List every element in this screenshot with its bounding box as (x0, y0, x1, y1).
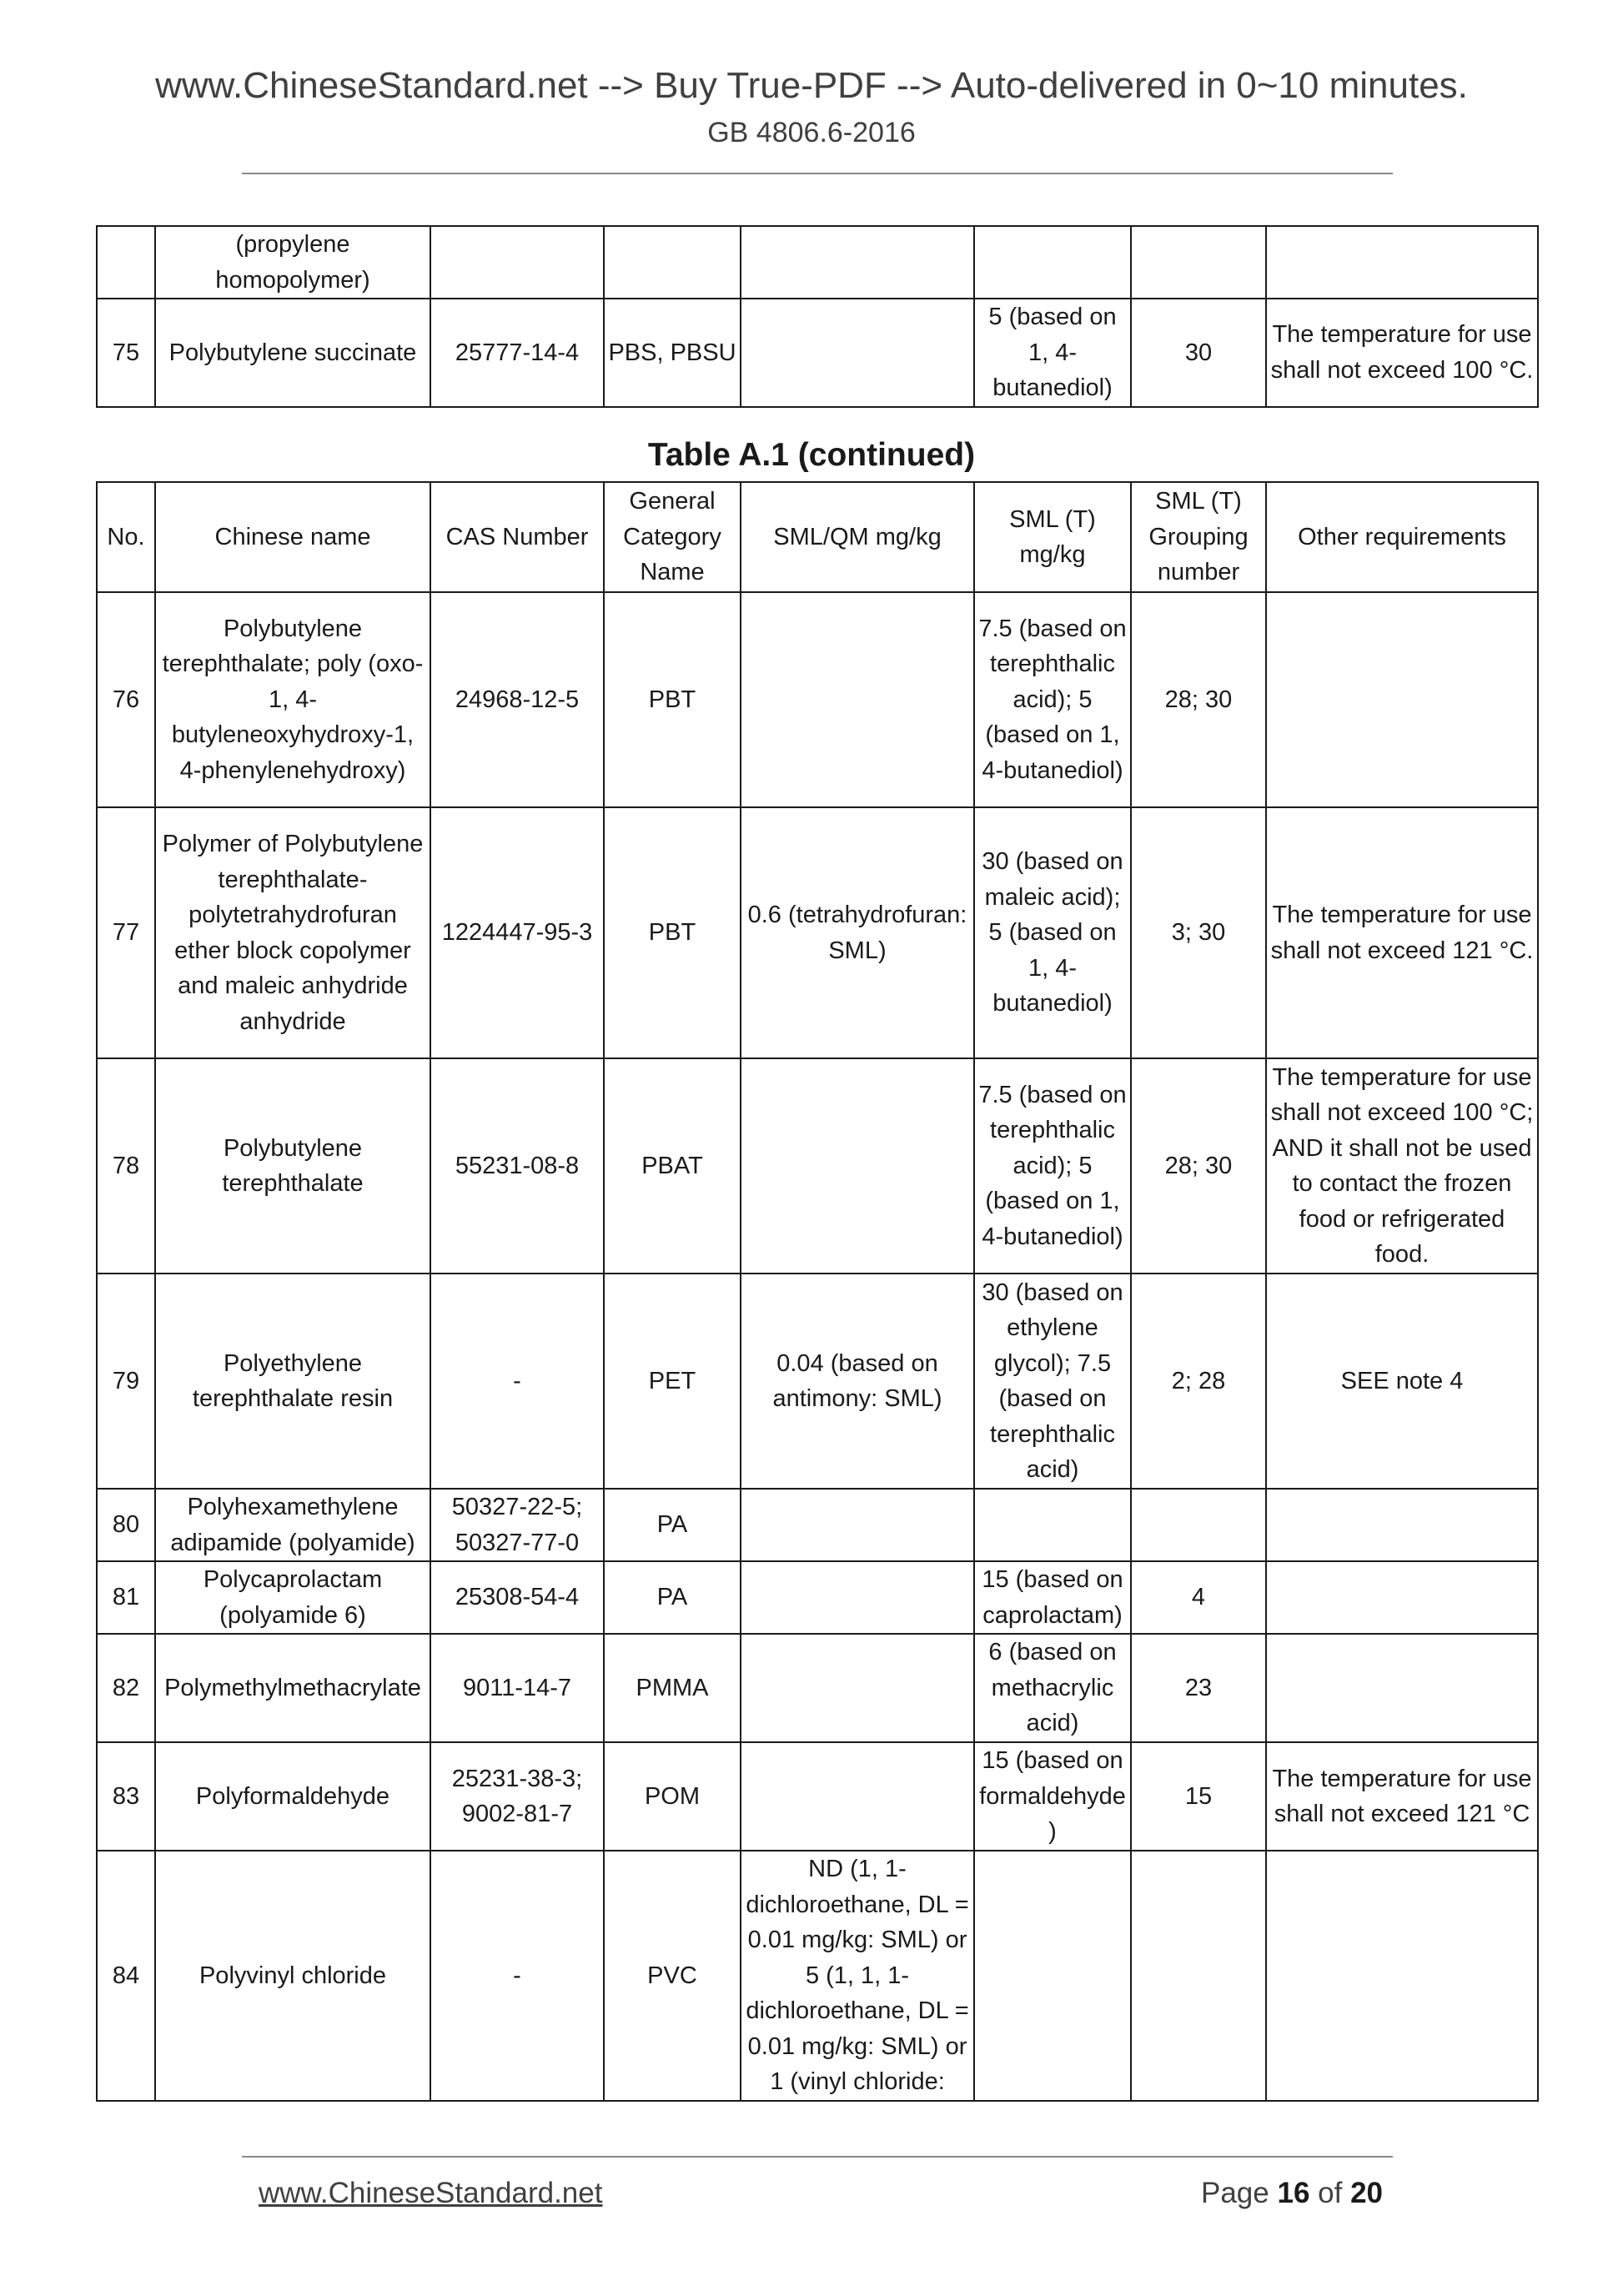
cell-group: 4 (1131, 1561, 1266, 1634)
header-name: Chinese name (155, 482, 430, 592)
header-category: General Category Name (604, 482, 741, 592)
cell-sml-t (974, 1851, 1131, 2101)
cell-group (1131, 1489, 1266, 1561)
cell-sml-qm: 0.6 (tetrahydrofuran: SML) (741, 807, 974, 1058)
cell-category: PET (604, 1274, 741, 1489)
cell-no: 83 (97, 1742, 155, 1851)
cell-name: Polyhexamethylene adipamide (polyamide) (155, 1489, 430, 1561)
cell-name: Polyformaldehyde (155, 1742, 430, 1851)
cell-category: PVC (604, 1851, 741, 2101)
header-sml-t: SML (T) mg/kg (974, 482, 1131, 592)
cell-name: (propylene homopolymer) (155, 226, 430, 299)
cell-other: SEE note 4 (1266, 1274, 1538, 1489)
cell-other (1266, 226, 1538, 299)
cell-category: PA (604, 1561, 741, 1634)
cell-group: 30 (1131, 299, 1266, 407)
cell-no: 79 (97, 1274, 155, 1489)
cell-sml-qm (741, 1561, 974, 1634)
cell-cas: 25308-54-4 (430, 1561, 604, 1634)
cell-category: PBAT (604, 1058, 741, 1274)
table-row (97, 1274, 1538, 1489)
cell-group: 28; 30 (1131, 592, 1266, 807)
cell-cas (430, 226, 604, 299)
cell-cas: 55231-08-8 (430, 1058, 604, 1274)
header-sml-qm: SML/QM mg/kg (741, 482, 974, 592)
header-group: SML (T) Grouping number (1131, 482, 1266, 592)
cell-other: The temperature for use shall not exceed 100 °C. (1266, 299, 1538, 407)
table-caption: Table A.1 (continued) (647, 437, 976, 473)
cell-no: 78 (97, 1058, 155, 1274)
table-row (97, 807, 1538, 1058)
cell-cas: 1224447-95-3 (430, 807, 604, 1058)
main-table (96, 481, 1539, 2102)
page-prefix: Page (1201, 2177, 1269, 2209)
page-number (1201, 2177, 1383, 2210)
cell-sml-t (974, 1489, 1131, 1561)
cell-category: PBT (604, 807, 741, 1058)
cell-no: 80 (97, 1489, 155, 1561)
cell-sml-qm: 0.04 (based on antimony: SML) (741, 1274, 974, 1489)
table-row (97, 1058, 1538, 1274)
table-row (97, 1489, 1538, 1561)
table-row (97, 1742, 1538, 1851)
cell-category (604, 226, 741, 299)
cell-no: 84 (97, 1851, 155, 2101)
cell-sml-qm (741, 592, 974, 807)
cell-no: 75 (97, 299, 155, 407)
cell-sml-t: 5 (based on 1, 4-butanediol) (974, 299, 1131, 407)
table-header-row (97, 482, 1538, 592)
cell-sml-t: 15 (based on caprolactam) (974, 1561, 1131, 1634)
cell-sml-t: 7.5 (based on terephthalic acid); 5 (based on 1, 4-butanediol) (974, 1058, 1131, 1274)
table-row (97, 1851, 1538, 2101)
cell-sml-t (974, 226, 1131, 299)
cell-group (1131, 1851, 1266, 2101)
cell-category: PA (604, 1489, 741, 1561)
cell-other: The temperature for use shall not exceed 121 °C. (1266, 807, 1538, 1058)
cell-other (1266, 592, 1538, 807)
cell-group: 3; 30 (1131, 807, 1266, 1058)
cell-sml-qm: ND (1, 1-dichloroethane, DL = 0.01 mg/kg: SML) or 5 (1, 1, 1-dichloroethane, DL = 0.01 mg/kg: SML) or 1 (vinyl chloride: (741, 1851, 974, 2101)
cell-cas: - (430, 1851, 604, 2101)
cell-sml-t: 30 (based on ethylene glycol); 7.5 (based on terephthalic acid) (974, 1274, 1131, 1489)
cell-name: Polybutylene terephthalate; poly (oxo-1, 4-butyleneoxyhydroxy-1, 4-phenylenehydroxy) (155, 592, 430, 807)
header-divider (242, 173, 1393, 174)
cell-name: Polycaprolactam (polyamide 6) (155, 1561, 430, 1634)
page-total: 20 (1350, 2177, 1384, 2209)
cell-cas: 50327-22-5; 50327-77-0 (430, 1489, 604, 1561)
cell-no: 77 (97, 807, 155, 1058)
cell-no: 76 (97, 592, 155, 807)
cell-name: Polyvinyl chloride (155, 1851, 430, 2101)
cell-name: Polymethylmethacrylate (155, 1634, 430, 1742)
cell-other: The temperature for use shall not exceed 100 °C; AND it shall not be used to contact the frozen food or refrigerated food. (1266, 1058, 1538, 1274)
header-no: No. (97, 482, 155, 592)
cell-category: PMMA (604, 1634, 741, 1742)
cell-name: Polymer of Polybutylene terephthalate-polytetrahydrofuran ether block copolymer and maleic anhydride anhydride (155, 807, 430, 1058)
cell-sml-qm (741, 1742, 974, 1851)
cell-cas: 25777-14-4 (430, 299, 604, 407)
header-cas: CAS Number (430, 482, 604, 592)
cell-group: 28; 30 (1131, 1058, 1266, 1274)
cell-other: The temperature for use shall not exceed 121 °C (1266, 1742, 1538, 1851)
cell-cas: 24968-12-5 (430, 592, 604, 807)
cell-sml-qm (741, 1634, 974, 1742)
continued-table-fragment (96, 225, 1539, 408)
cell-name: Polyethylene terephthalate resin (155, 1274, 430, 1489)
cell-no: 82 (97, 1634, 155, 1742)
cell-sml-t: 7.5 (based on terephthalic acid); 5 (based on 1, 4-butanediol) (974, 592, 1131, 807)
table-row (97, 226, 1538, 299)
cell-name: Polybutylene succinate (155, 299, 430, 407)
cell-group: 23 (1131, 1634, 1266, 1742)
table-row (97, 299, 1538, 407)
cell-other (1266, 1634, 1538, 1742)
cell-group: 15 (1131, 1742, 1266, 1851)
table-row (97, 1561, 1538, 1634)
header-banner: www.ChineseStandard.net --> Buy True-PDF --> Auto-delivered in 0~10 minutes. (155, 65, 1468, 106)
table-row (97, 1634, 1538, 1742)
cell-sml-t: 15 (based on formaldehyde) (974, 1742, 1131, 1851)
cell-other (1266, 1851, 1538, 2101)
cell-other (1266, 1489, 1538, 1561)
table-row (97, 592, 1538, 807)
cell-cas: 9011-14-7 (430, 1634, 604, 1742)
cell-no (97, 226, 155, 299)
cell-category: PBS, PBSU (604, 299, 741, 407)
cell-category: PBT (604, 592, 741, 807)
cell-cas: 25231-38-3; 9002-81-7 (430, 1742, 604, 1851)
document-code: GB 4806.6-2016 (707, 117, 916, 148)
cell-sml-qm (741, 226, 974, 299)
page-current: 16 (1277, 2177, 1310, 2209)
cell-cas: - (430, 1274, 604, 1489)
cell-name: Polybutylene terephthalate (155, 1058, 430, 1274)
cell-category: POM (604, 1742, 741, 1851)
cell-sml-qm (741, 1058, 974, 1274)
page-of: of (1318, 2177, 1343, 2209)
cell-no: 81 (97, 1561, 155, 1634)
header-other: Other requirements (1266, 482, 1538, 592)
footer-website-link[interactable]: www.ChineseStandard.net (259, 2177, 603, 2209)
cell-group: 2; 28 (1131, 1274, 1266, 1489)
cell-sml-qm (741, 1489, 974, 1561)
cell-group (1131, 226, 1266, 299)
cell-sml-t: 30 (based on maleic acid); 5 (based on 1, 4-butanediol) (974, 807, 1131, 1058)
cell-other (1266, 1561, 1538, 1634)
cell-sml-t: 6 (based on methacrylic acid) (974, 1634, 1131, 1742)
footer-divider (242, 2156, 1393, 2158)
cell-sml-qm (741, 299, 974, 407)
